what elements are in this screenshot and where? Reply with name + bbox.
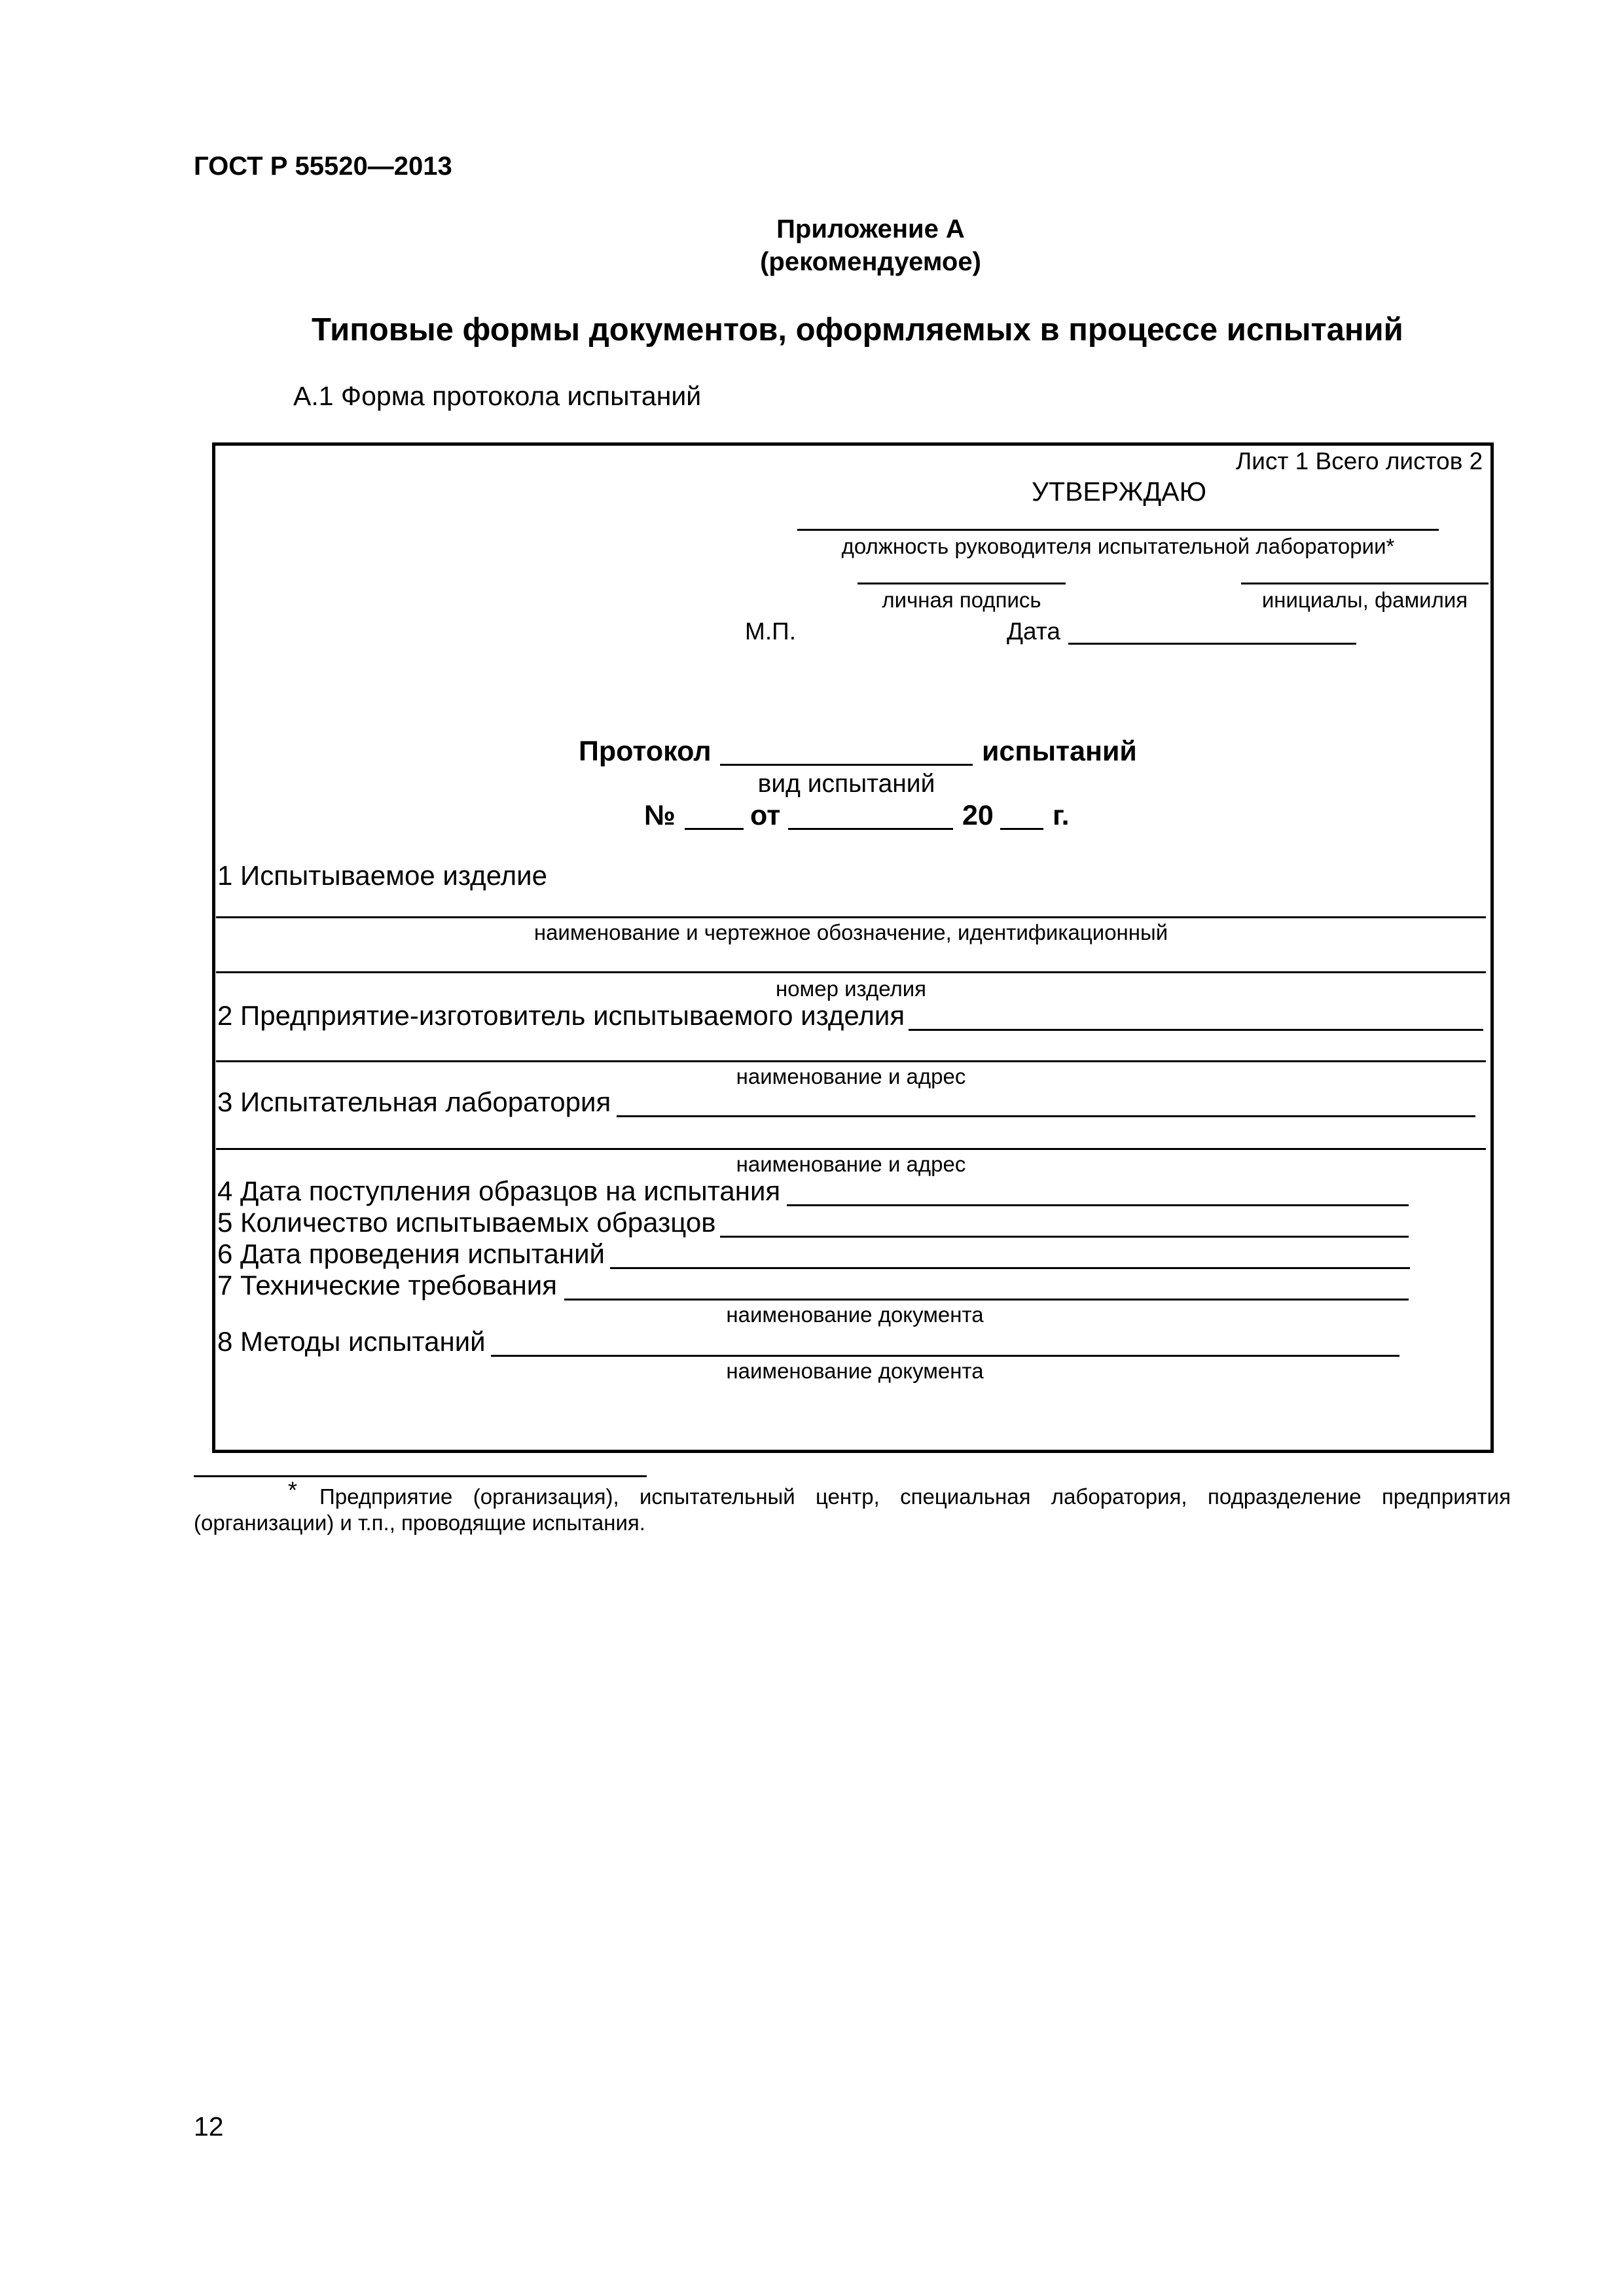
from-label: от (750, 800, 781, 831)
page-number: 12 (194, 2111, 224, 2142)
signature-caption: личная подпись (882, 588, 1041, 612)
item-4-label: 4 Дата поступления образцов на испытания (217, 1175, 781, 1206)
item-1-caption-a: наименование и чертежное обозначение, идентификационный (533, 920, 1168, 944)
item-8-caption: наименование документа (726, 1359, 984, 1383)
item-5-line (720, 1236, 1409, 1238)
item-1-label: 1 Испытываемое изделие (217, 860, 547, 891)
item-7-line (564, 1299, 1409, 1300)
protocol-kind-caption: вид испытаний (757, 770, 935, 798)
date-of-protocol-line (788, 828, 953, 830)
year-line (1000, 828, 1043, 830)
page-heading: Типовые формы документов, оформляемых в процессе испытаний (312, 312, 1403, 348)
stamp-label: М.П. (745, 618, 796, 645)
section-title: А.1 Форма протокола испытаний (293, 381, 702, 411)
item-2-line-a (909, 1029, 1483, 1031)
item-2-label: 2 Предприятие-изготовитель испытываемого изделия (217, 1000, 905, 1031)
footnote-text-line-2: (организации) и т.п., проводящие испытания. (194, 1511, 645, 1535)
sheet-count: Лист 1 Всего листов 2 (1236, 448, 1483, 475)
number-sign: № (644, 800, 676, 831)
item-3-label: 3 Испытательная лаборатория (217, 1086, 611, 1117)
protocol-kind-line (720, 764, 973, 766)
item-5-label: 5 Количество испытываемых образцов (217, 1207, 716, 1238)
item-1-line-b (216, 971, 1486, 973)
initials-line (1241, 583, 1489, 584)
item-3-line-a (617, 1115, 1475, 1117)
initials-caption: инициалы, фамилия (1261, 588, 1468, 612)
protocol-word: Протокол (579, 736, 712, 767)
item-2-line-b (216, 1060, 1486, 1062)
footnote-text-line-1: Предприятие (организация), испытательный центр, специальная лаборатория, подразделение предприятия (319, 1484, 1511, 1509)
year-suffix: г. (1053, 800, 1070, 831)
item-3-line-b (216, 1148, 1486, 1150)
appendix-title: Приложение А (776, 215, 965, 243)
number-line (685, 828, 744, 830)
item-1-caption-b: номер изделия (775, 977, 927, 1001)
item-1-line-a (216, 916, 1486, 918)
appendix-subtitle: (рекомендуемое) (760, 247, 981, 276)
standard-code: ГОСТ Р 55520—2013 (194, 152, 452, 181)
item-4-line (787, 1204, 1409, 1206)
item-3-caption: наименование и адрес (736, 1152, 966, 1176)
item-7-label: 7 Технические требования (217, 1270, 558, 1300)
item-6-label: 6 Дата проведения испытаний (217, 1238, 605, 1269)
footnote-mark: * (288, 1477, 298, 1503)
position-caption: должность руководителя испытательной лаборатории* (841, 534, 1395, 558)
year-prefix: 20 (962, 800, 994, 831)
item-6-line (610, 1267, 1410, 1269)
position-line (797, 529, 1439, 531)
approve-label: УТВЕРЖДАЮ (1032, 476, 1207, 507)
date-line (1068, 643, 1356, 645)
item-8-label: 8 Методы испытаний (217, 1326, 486, 1357)
protocol-tests: испытаний (982, 736, 1137, 767)
signature-line (857, 583, 1066, 584)
item-7-caption: наименование документа (726, 1302, 984, 1327)
item-2-caption: наименование и адрес (736, 1064, 966, 1088)
item-8-line (491, 1355, 1399, 1357)
footnote-separator (194, 1475, 647, 1477)
date-label: Дата (1007, 618, 1060, 645)
